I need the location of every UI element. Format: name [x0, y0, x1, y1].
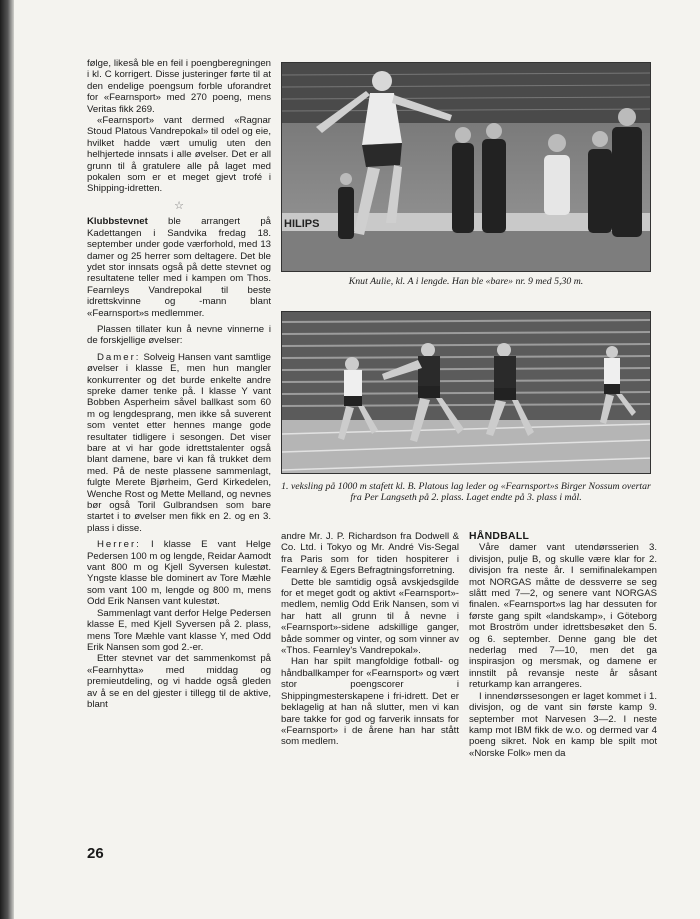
- paragraph-text: ble arrangert på Kadettangen i Sandvika fredag 18. september under gode værforhold, med 13 damer og 25 herrer som deltagere. Det ble ydet stor innsats også på dette stevnet og resultatene teller med i kampen om Thos. Fearnleys Vandrepokal til beste idrettskvinne og -mann blant «Fearnsport»s medlemmer.: [87, 216, 271, 319]
- paragraph-damer: [87, 352, 271, 535]
- paragraph: andre Mr. J. P. Richardson fra Dodwell & Co. Ltd. i Tokyo og Mr. André Vis-Segal fra Paris som for tiden hospiterer i Fearnley & Egers Befragtningsforretning.: [281, 531, 459, 577]
- lead-word: Klubbstevnet: [87, 216, 148, 228]
- left-text-column: [87, 58, 271, 710]
- paragraph: Han har spilt mangfoldige fotball- og håndballkamper for «Fearnsport» og vært stor poengscorer i Shippingmesterskapene i fri-idrett. Det er beklagelig at han nå slutter, men vi kan bare takke for god og farverik innsats for «Fearnsport» i de årene han har stått som medlem.: [281, 656, 459, 748]
- right-text-column: [469, 531, 657, 759]
- lead-word: Herrer:: [97, 539, 141, 551]
- paragraph: I innendørssesongen er laget kommet i 1. divisjon, og de vant sin første kamp 9. september mot Narvesen 3—2. I neste kamp mot IBM fikk de w.o. og dermed var 4 poeng sikret. Nok en kamp ble spilt mot «Norske Folk» men da: [469, 690, 657, 759]
- paragraph: Plassen tillater kun å nevne vinnerne i de forskjellige øvelser:: [87, 323, 271, 347]
- paragraph: Våre damer vant utendørsserien 3. divisjon, pulje B, og skulle være klar for 2. divisjon fra neste år. I semifinalekampen mot NORGAS måtte de dessverre se seg slått med 7—2, og senere vant NORGAS finalen. «Fearnsport»s lag har dessuten for første gang spilt «landskamp», i Göteborg mot Broström under idrettsbesøket den 5. og 6. september. Denne gang ble det nederlag med 7—10, men det ga inspirasjon og mersmak, og damene er innstilt på revansje neste år såsant returkamp kan arrangeres.: [469, 542, 657, 691]
- photo-2-caption: 1. veksling på 1000 m stafett kl. B. Platous lag leder og «Fearnsport»s Birger Nossum overtar fra Per Langseth på 2. plass. Laget endte på 3. plass i mål.: [281, 481, 651, 504]
- middle-text-column: [281, 531, 459, 748]
- banner-text: HILIPS: [284, 218, 320, 230]
- paragraph-text: Solveig Hansen vant samtlige øvelser i klasse E, men hun mangler konkurrenter og det burde enkelte andre spreke damer tenke på. I klasse Y vant Bobben Asperheim såvel ballkast som 60 m og lengdesprang, men ikke så suverent som ventet etter hennes mange gode resultater tidligere i sesongen. Det viser bare at vi har gode idrettstalenter også blant damene, bare vi kan få trukket dem med. På de neste plassene sammenlagt, fulgte Merete Bjørheim, Gerd Kirkedelen, Wenche Rost og Mette Melland, og nevnes bør også Toril Gulbrandsen som bare startet i to øvelser men fikk en 2. og en 3. plass i disse.: [87, 351, 271, 534]
- paragraph: Dette ble samtidig også avskjedsgilde for et meget godt og aktivt «Fearnsport»-medlem, nemlig Odd Erik Nansen, som vi har hatt all grunn til å nevne i «Fearnsport»-sidene adskillige ganger, både sommer og vinter, og som vinner av «Thos. Fearnley's Vandrepokal».: [281, 576, 459, 657]
- section-heading-handball: HÅNDBALL: [469, 531, 530, 542]
- paragraph-text: I klasse E vant Helge Pedersen 100 m og lengde, Reidar Aamodt vant 800 m og Kjell Syversen kulestøt. Yngste klasse ble dominert av Tore Mæhle som vant 100 m, lengde og 800 m, mens Odd Erik Nansen vant kulestøt.: [87, 539, 272, 608]
- relay-photo-image: [282, 312, 651, 474]
- long-jump-photo: [281, 62, 651, 272]
- paragraph: Sammenlagt vant derfor Helge Pedersen klasse E, med Kjell Syversen på 2. plass, mens Tore Mæhle vant klasse Y, med Odd Erik Nansen som god 2.-er.: [87, 607, 271, 653]
- star-ornament-icon: ☆: [174, 199, 184, 212]
- paragraph: «Fearnsport» vant dermed «Ragnar Stoud Platous Vandrepokal» til odel og eie, hvilket hadde vært umulig uten den helhjertede innsats i alle øvelser. Det er all grunn til å gratulere alle på laget med pokalen som er et meget gjevt trofé i Shipping-idretten.: [87, 115, 271, 195]
- long-jump-photo-image: [282, 63, 651, 272]
- relay-photo: [281, 311, 651, 474]
- paragraph-klubbstevnet: [87, 216, 271, 319]
- lead-word: Damer:: [97, 351, 141, 363]
- photo-1-caption: Knut Aulie, kl. A i lengde. Han ble «bare» nr. 9 med 5,30 m.: [348, 276, 584, 287]
- page-binding-edge: [0, 0, 14, 919]
- paragraph-herrer: [87, 539, 271, 607]
- paragraph: følge, likeså ble en feil i poengberegningen i kl. C korrigert. Disse justeringer førte til at den endelige poengsum forble uforandret for «Fearnsport» med 270 poeng, mens Veritas fikk 269.: [87, 58, 271, 115]
- page-number: 26: [87, 845, 104, 862]
- paragraph: Etter stevnet var det sammenkomst på «Fearnhytta» med middag og premieutdeling, og vi hadde også gleden av å se en del gjester i tillegg til de aktive, blant: [87, 653, 271, 710]
